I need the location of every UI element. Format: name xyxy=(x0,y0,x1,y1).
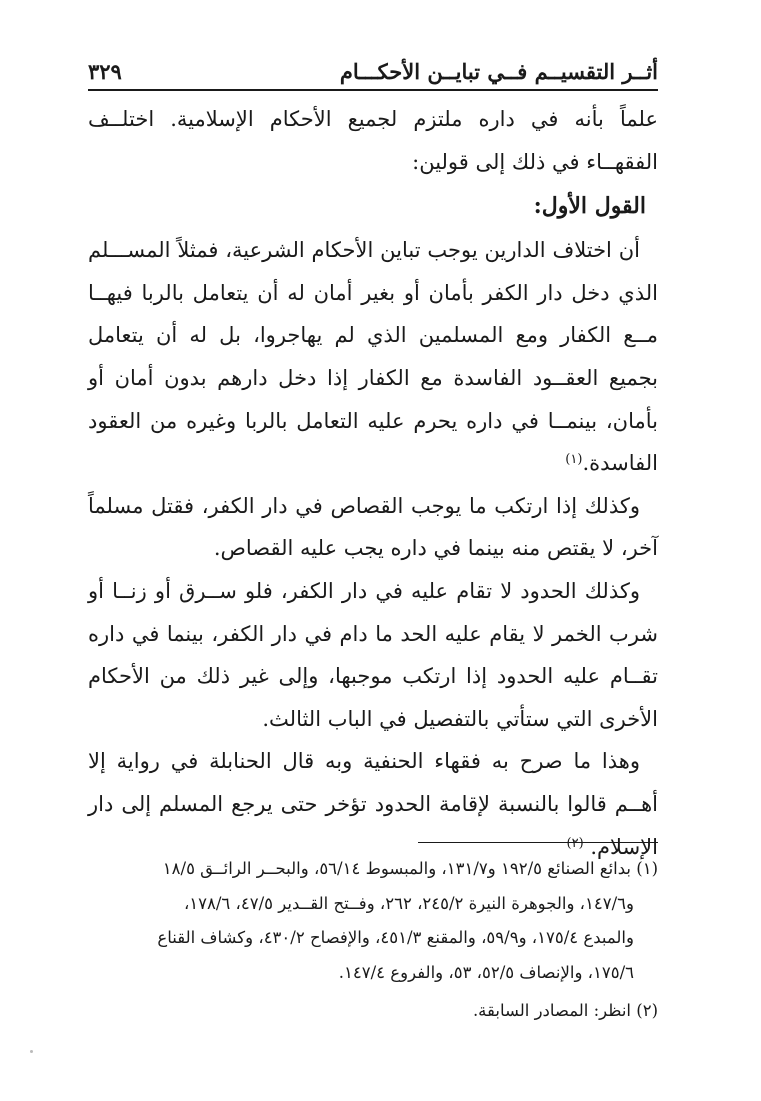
header-rule xyxy=(88,89,658,91)
paragraph-1-text: أن اختلاف الدارين يوجب تباين الأحكام الشرعية، فمثلاً المســـلم الذي دخل دار الكفر بأمان أو بغير أمان له أن يتعامل بالربا فيهــا مــع الكفار ومع المسلمين الذي لم يهاجروا، بل له أن يتعامل بجميع العقــود الفاسدة مع الكفار إذا دخل دارهم بدون أمان أو بأمان، بينمــا في داره يحرم عليه التعامل بالربا وغيره من العقود الفاسدة. xyxy=(88,238,658,476)
footnote-1 xyxy=(88,852,658,990)
page-number: ٣٢٩ xyxy=(88,59,122,84)
paragraph-3: وكذلك الحدود لا تقام عليه في دار الكفر، فلو ســرق أو زنــا أو شرب الخمر لا يقام عليه الحد ما دام في دار الكفر، بينما في داره تقــام عليه الحدود إذا ارتكب موجبها، وإلى غير ذلك من الأحكام الأخرى التي ستأتي بالتفصيل في الباب الثالث. xyxy=(88,578,658,731)
footnote-1-line-4: ١٧٥/٦، والإنصاف ٥٢/٥، ٥٣، والفروع ١٤٧/٤. xyxy=(338,962,634,982)
footnote-1-line-2: و١٤٧/٦، والجوهرة النيرة ٢٤٥/٢، ٢٦٢، وفــتح القــدير ٤٧/٥، ١٧٨/٦، xyxy=(183,893,634,913)
intro-paragraph: علماً بأنه في داره ملتزم لجميع الأحكام الإسلامية. اختلــف الفقهــاء في ذلك إلى قولين: xyxy=(88,107,658,174)
footnote-ref-1[interactable]: (١) xyxy=(565,452,583,468)
footnote-separator xyxy=(418,842,658,843)
main-text xyxy=(88,98,658,868)
paragraph-1 xyxy=(88,229,658,485)
paragraph-2: وكذلك إذا ارتكب ما يوجب القصاص في دار الكفر، فقتل مسلماً آخر، لا يقتص منه بينما في داره يجب عليه القصاص. xyxy=(88,493,658,561)
footnotes xyxy=(88,852,658,1029)
footnote-ref-2[interactable]: (٢) xyxy=(566,835,584,851)
running-title: أثــر التقسيــم فــي تبايــن الأحكـــام xyxy=(339,59,658,84)
page-header xyxy=(88,58,658,88)
paragraph-4-text: وهذا ما صرح به فقهاء الحنفية وبه قال الحنابلة في رواية إلا أهــم قالوا بالنسبة لإقامة الحدود تؤخر حتى يرجع المسلم إلى دار الإسلام. xyxy=(88,749,658,859)
footnote-2: (٢) انظر: المصادر السابقة. xyxy=(472,1001,658,1020)
scan-speck xyxy=(30,1050,33,1053)
footnote-1-line-1: (١) بدائع الصنائع ١٩٢/٥ و١٣١/٧، والمبسوط ٥٦/١٤، والبحــر الرائــق ١٨/٥ xyxy=(162,859,658,878)
section-heading: القول الأول: xyxy=(533,193,646,220)
paragraph-4 xyxy=(88,740,658,868)
footnote-1-line-3: والمبدع ١٧٥/٤، و٥٩/٩، والمقنع ٤٥١/٣، والإفصاح ٤٣٠/٢، وكشاف القناع xyxy=(157,928,634,947)
